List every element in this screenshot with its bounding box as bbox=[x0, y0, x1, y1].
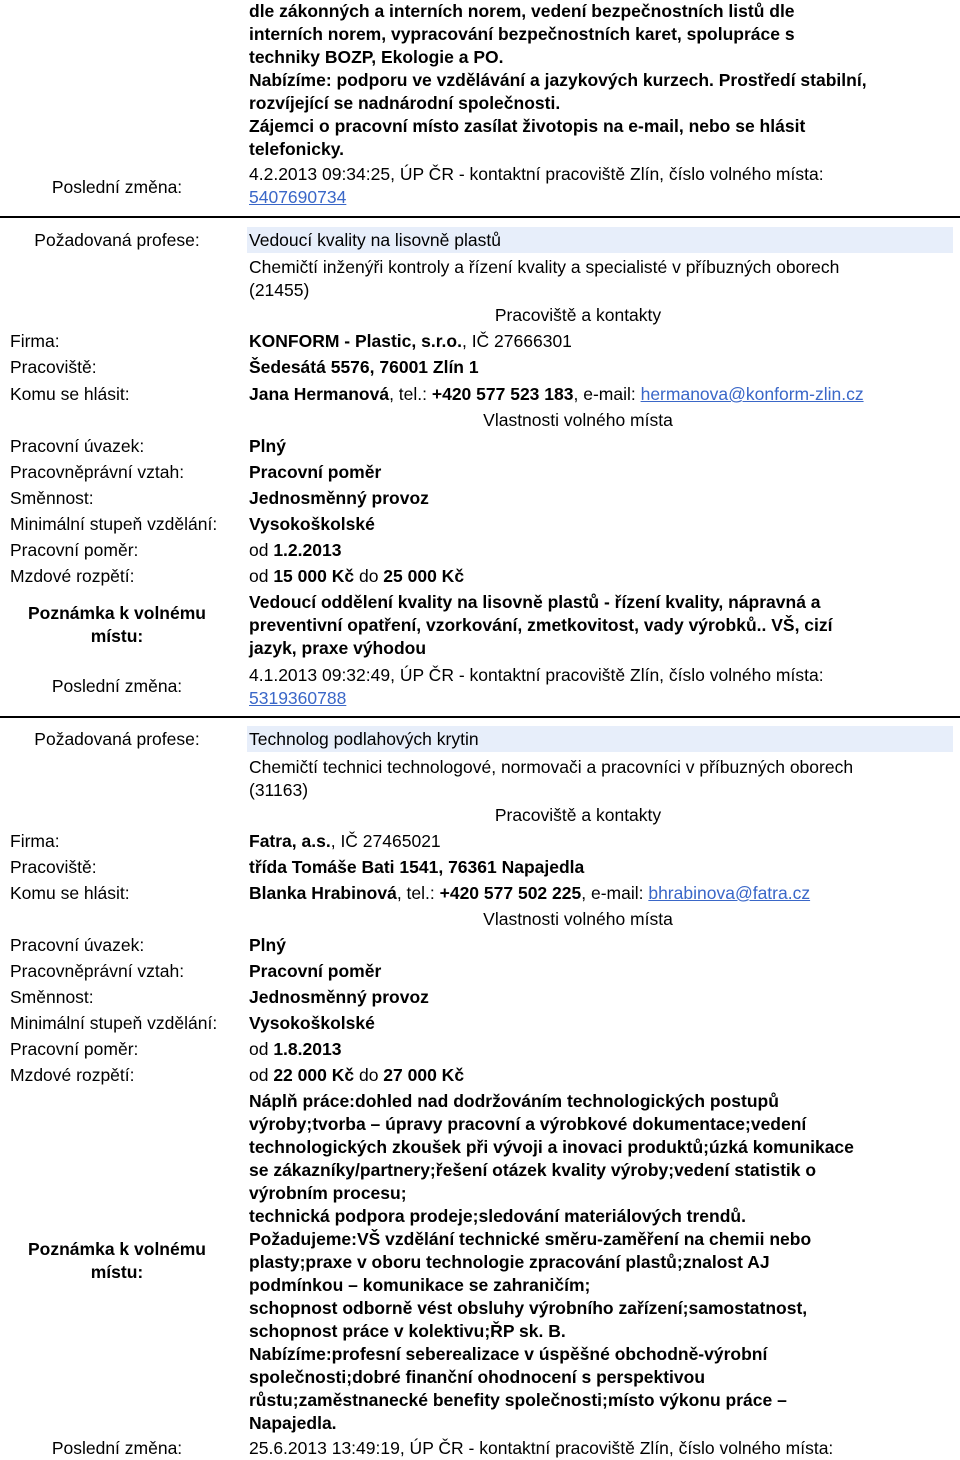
job1-firm-label: Firma: bbox=[10, 331, 60, 351]
job1-salary-label: Mzdové rozpětí: bbox=[10, 566, 135, 586]
job2-firm-name: Fatra, a.s. bbox=[249, 831, 331, 851]
job1-note-text: Vedoucí oddělení kvality na lisovně plastů - řízení kvality, nápravná a preventivní opatření, vzorkování, zmetkovitost, vady výrobků.. VŠ, cizí jazyk, praxe výhodou bbox=[249, 592, 833, 658]
job1-shift: Jednosměnný provoz bbox=[249, 488, 429, 508]
job1-note-label: Poznámka k volnému místu: bbox=[28, 603, 206, 646]
top-note-text: dle zákonných a interních norem, vedení bezpečnostních listů dle interních norem, vypracování bezpečnostních karet, spolupráce s techniky BOZP, Ekologie a PO. Nabízíme: podporu ve vzdělávání a jazykových kurzech. Prostředí stabilní, rozvíjející se nadnárodní společnosti. Zájemci o pracovní místo zasílat životopis na e-mail, nebo se hlásit telefonicky. bbox=[249, 1, 867, 159]
job2-salary-to: 27 000 Kč bbox=[383, 1065, 465, 1085]
job2-workplace-label: Pracoviště: bbox=[10, 857, 97, 877]
job1-workplace-label: Pracoviště: bbox=[10, 357, 97, 377]
job2-workplace: třída Tomáše Bati 1541, 76361 Napajedla bbox=[249, 857, 585, 877]
job2-education: Vysokoškolské bbox=[249, 1013, 375, 1033]
job2-firm bbox=[249, 830, 441, 853]
job1-start: od 1.2.2013 bbox=[249, 540, 342, 560]
job1-last-change: 4.1.2013 09:32:49, ÚP ČR - kontaktní pracoviště Zlín, číslo volného místa: 5319360788 bbox=[249, 665, 824, 708]
job1-profession-label: Požadovaná profese: bbox=[34, 230, 200, 250]
job2-profession-label: Požadovaná profese: bbox=[34, 729, 200, 749]
job1-workplace: Šedesátá 5576, 76001 Zlín 1 bbox=[249, 357, 479, 377]
job1-firm-ic: , IČ 27666301 bbox=[461, 331, 572, 351]
job1-firm-name: KONFORM - Plastic, s.r.o. bbox=[249, 331, 462, 351]
job2-salary-label: Mzdové rozpětí: bbox=[10, 1065, 135, 1085]
job1-contact-name: Jana Hermanová bbox=[249, 384, 390, 404]
job2-last-change-label: Poslední změna: bbox=[51, 1438, 183, 1458]
job1-workload: Plný bbox=[249, 436, 286, 456]
job2-note-text: Náplň práce:dohled nad dodržováním technologických postupů výroby;tvorba – úpravy pracovní a výrobkové dokumentace;vedení technologických zkoušek při vývoji a inovaci produktů;úzká komunikace se zákazníky/partnery;řešení otázek kvality výroby;vedení statistik o výrobním procesu; technická podpora prodeje;sledování materiálových trendů. Požadujeme:VŠ vzdělání technické směru-zaměření na chemii nebo plasty;praxe v oboru technologie zpracování plastů;znalost AJ podmínkou – komunikace se zahraničím; schopnost odborně vést obsluhy výrobního zařízení;samostatnost, schopnost práce v kolektivu;ŘP sk. B. Nabízíme:profesní seberealizace v úspěšné obchodně-výrobní společnosti;dobré finanční ohodnocení s perspektivou růstu;zaměstnanecké benefity společnosti;místo výkonu práce – Napajedla. bbox=[249, 1091, 854, 1433]
separator-1 bbox=[0, 216, 960, 218]
job2-section-contacts: Pracoviště a kontakty bbox=[494, 805, 662, 825]
job2-education-label: Minimální stupeň vzdělání: bbox=[10, 1013, 218, 1033]
job2-contact: Blanka Hrabinová, tel.: +420 577 502 225, e-mail: bhrabinova@fatra.cz bbox=[249, 883, 811, 903]
job2-shift: Jednosměnný provoz bbox=[249, 987, 429, 1007]
job2-relation-label: Pracovněprávní vztah: bbox=[10, 961, 185, 981]
job1-education: Vysokoškolské bbox=[249, 514, 375, 534]
job2-shift-label: Směnnost: bbox=[10, 987, 94, 1007]
job1-profession: Vedoucí kvality na lisovně plastů bbox=[249, 230, 501, 250]
job2-note-label: Poznámka k volnému místu: bbox=[28, 1239, 206, 1282]
job2-salary-from: 22 000 Kč bbox=[273, 1065, 355, 1085]
top-vacancy-id-link[interactable]: 5407690734 bbox=[249, 187, 347, 207]
job2-last-change: 25.6.2013 13:49:19, ÚP ČR - kontaktní pracoviště Zlín, číslo volného místa: bbox=[249, 1438, 834, 1458]
job1-last-change-label: Poslední změna: bbox=[51, 676, 183, 696]
job2-profession: Technolog podlahových krytin bbox=[249, 729, 479, 749]
job1-salary: od 15 000 Kč do 25 000 Kč bbox=[249, 566, 465, 586]
job2-relation: Pracovní poměr bbox=[249, 961, 382, 981]
job2-contact-name: Blanka Hrabinová bbox=[249, 883, 397, 903]
job2-start: od 1.8.2013 bbox=[249, 1039, 342, 1059]
job1-category: Chemičtí inženýři kontroly a řízení kvality a specialisté v příbuzných oborech (21455) bbox=[249, 257, 840, 300]
job2-start-date: 1.8.2013 bbox=[273, 1039, 342, 1059]
job1-phone: +420 577 523 183 bbox=[431, 384, 574, 404]
job1-start-date: 1.2.2013 bbox=[273, 540, 342, 560]
separator-2 bbox=[0, 716, 960, 718]
top-last-change-label: Poslední změna: bbox=[51, 177, 183, 197]
job1-section-contacts: Pracoviště a kontakty bbox=[494, 305, 662, 325]
job2-contact-label: Komu se hlásit: bbox=[10, 883, 130, 903]
job1-section-properties: Vlastnosti volného místa bbox=[483, 410, 673, 430]
job1-vacancy-id-link[interactable]: 5319360788 bbox=[249, 688, 347, 708]
job2-salary: od 22 000 Kč do 27 000 Kč bbox=[249, 1065, 465, 1085]
job1-workload-label: Pracovní úvazek: bbox=[10, 436, 145, 456]
job1-salary-to: 25 000 Kč bbox=[383, 566, 465, 586]
job1-contact: Jana Hermanová, tel.: +420 577 523 183, e-mail: hermanova@konform-zlin.cz bbox=[249, 384, 864, 404]
job1-salary-from: 15 000 Kč bbox=[273, 566, 355, 586]
job2-email-link[interactable]: bhrabinova@fatra.cz bbox=[648, 883, 811, 903]
job2-start-label: Pracovní poměr: bbox=[10, 1039, 139, 1059]
job1-education-label: Minimální stupeň vzdělání: bbox=[10, 514, 218, 534]
job1-start-label: Pracovní poměr: bbox=[10, 540, 139, 560]
job2-firm-ic: , IČ 27465021 bbox=[330, 831, 441, 851]
job2-workload: Plný bbox=[249, 935, 286, 955]
job2-section-properties: Vlastnosti volného místa bbox=[483, 909, 673, 929]
job2-phone: +420 577 502 225 bbox=[439, 883, 582, 903]
job2-workload-label: Pracovní úvazek: bbox=[10, 935, 145, 955]
job2-firm-label: Firma: bbox=[10, 831, 60, 851]
job1-email-link[interactable]: hermanova@konform-zlin.cz bbox=[640, 384, 864, 404]
job1-contact-label: Komu se hlásit: bbox=[10, 384, 130, 404]
top-last-change: 4.2.2013 09:34:25, ÚP ČR - kontaktní pracoviště Zlín, číslo volného místa: 5407690734 bbox=[249, 164, 824, 207]
job1-firm bbox=[249, 330, 572, 353]
job1-shift-label: Směnnost: bbox=[10, 488, 94, 508]
job1-relation-label: Pracovněprávní vztah: bbox=[10, 462, 185, 482]
job2-category: Chemičtí technici technologové, normovači a pracovníci v příbuzných oborech (31163) bbox=[249, 757, 854, 800]
job1-relation: Pracovní poměr bbox=[249, 462, 382, 482]
